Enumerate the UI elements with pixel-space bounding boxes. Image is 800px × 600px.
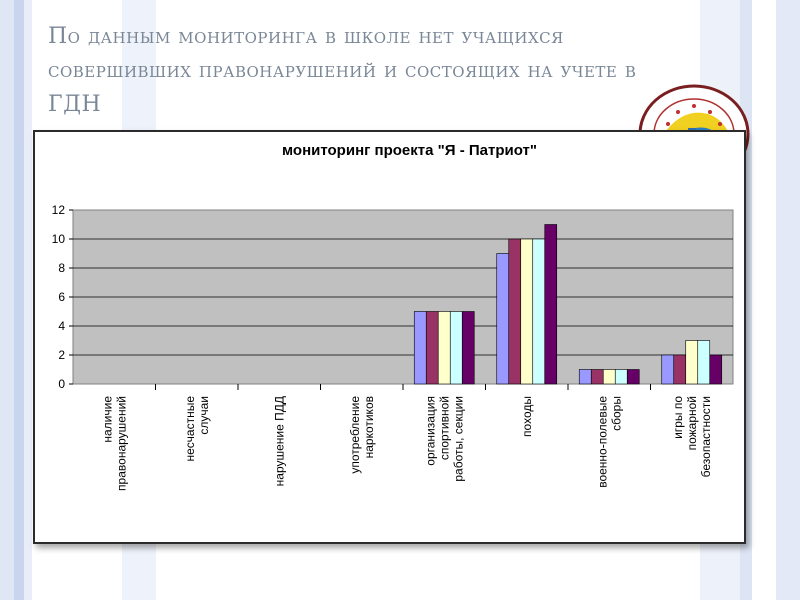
x-tick-label: употребление <box>347 396 362 474</box>
bar <box>603 370 615 385</box>
y-tick-label: 8 <box>58 261 65 275</box>
bar <box>521 239 533 384</box>
stripe <box>776 0 800 600</box>
x-tick-label: походы <box>519 396 534 437</box>
stripe <box>24 0 32 600</box>
chart-title: мониторинг проекта "Я - Патриот" <box>282 142 537 159</box>
bar <box>450 312 462 385</box>
x-tick-label: наркотиков <box>361 396 376 459</box>
x-tick-label: военно-полевые <box>595 396 610 488</box>
chart-frame <box>33 130 746 544</box>
x-category-label <box>423 396 465 482</box>
y-tick-label: 0 <box>58 377 65 391</box>
x-category-label <box>348 396 376 474</box>
y-tick-label: 2 <box>58 348 65 362</box>
x-tick-label: сборы <box>609 396 624 431</box>
x-tick-label: работы, секции <box>451 396 466 482</box>
x-tick-label: случаи <box>196 396 211 435</box>
x-tick-label: наличие <box>100 396 115 443</box>
x-category-label <box>100 396 128 491</box>
bar <box>698 341 710 385</box>
slide-title: По данным мониторинга в школе нет учащихся совершивших правонарушений и состоящих на учете в ГДН <box>48 24 637 117</box>
x-category-label <box>520 396 534 437</box>
x-tick-label: безопастности <box>698 396 713 478</box>
x-category-label <box>272 396 286 486</box>
bar <box>533 239 545 384</box>
y-tick-label: 12 <box>51 203 65 217</box>
bar-chart <box>35 132 744 542</box>
y-tick-label: 6 <box>58 290 65 304</box>
x-tick-label: несчастные <box>182 396 197 462</box>
bar <box>438 312 450 385</box>
bar <box>462 312 474 385</box>
x-category-label <box>671 396 713 478</box>
bar <box>674 355 686 384</box>
y-tick-label: 4 <box>58 319 65 333</box>
x-tick-label: игры по <box>670 396 685 439</box>
bar <box>497 254 509 385</box>
bar <box>509 239 521 384</box>
bar <box>414 312 426 385</box>
bar <box>579 370 591 385</box>
stripe <box>0 0 14 600</box>
bar <box>426 312 438 385</box>
x-tick-label: спортивной <box>437 396 452 461</box>
x-tick-label: нарушение ПДД <box>272 396 287 487</box>
x-category-label <box>183 396 211 462</box>
bar <box>545 225 557 385</box>
x-tick-label: правонарушений <box>114 396 129 491</box>
x-tick-label: организация <box>423 396 438 466</box>
stripe <box>14 0 24 600</box>
x-tick-label: пожарной <box>684 396 699 451</box>
y-tick-label: 10 <box>51 232 65 246</box>
x-category-label <box>595 396 623 488</box>
bar <box>591 370 603 385</box>
bar <box>627 370 639 385</box>
bar <box>686 341 698 385</box>
bar <box>615 370 627 385</box>
bar <box>662 355 674 384</box>
bar <box>710 355 722 384</box>
